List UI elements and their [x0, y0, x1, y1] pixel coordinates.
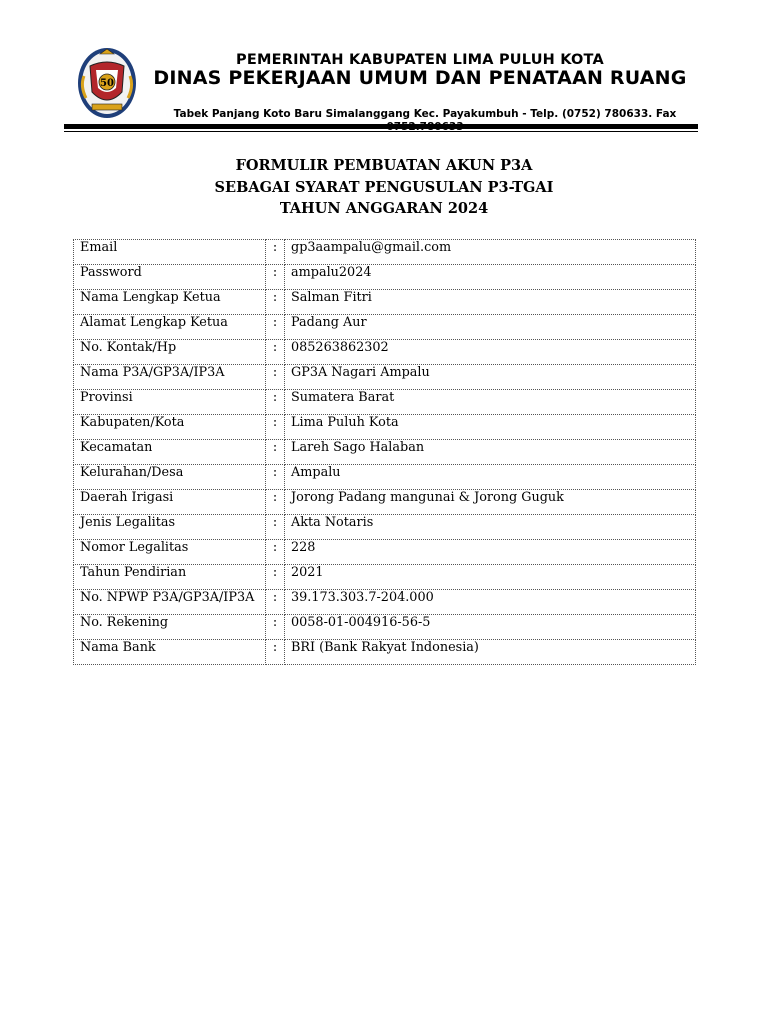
form-field-value: Akta Notaris — [285, 515, 696, 540]
form-field-value: Sumatera Barat — [285, 390, 696, 415]
form-field-separator: : — [266, 490, 285, 515]
form-field-separator: : — [266, 240, 285, 265]
form-table-body — [74, 240, 696, 665]
form-field-value: gp3aampalu@gmail.com — [285, 240, 696, 265]
letterhead-rule-thick — [64, 124, 698, 129]
form-field-separator: : — [266, 365, 285, 390]
form-field-separator: : — [266, 640, 285, 665]
form-field-label: No. Rekening — [74, 615, 266, 640]
form-field-separator: : — [266, 390, 285, 415]
form-field-label: No. NPWP P3A/GP3A/IP3A — [74, 590, 266, 615]
form-field-value: Jorong Padang mangunai & Jorong Guguk — [285, 490, 696, 515]
form-field-separator: : — [266, 415, 285, 440]
form-field-label: Email — [74, 240, 266, 265]
form-field-value: BRI (Bank Rakyat Indonesia) — [285, 640, 696, 665]
form-row — [74, 365, 696, 390]
form-field-value: GP3A Nagari Ampalu — [285, 365, 696, 390]
form-title-line1: FORMULIR PEMBUATAN AKUN P3A — [235, 157, 533, 174]
form-row — [74, 340, 696, 365]
form-row — [74, 265, 696, 290]
form-field-separator: : — [266, 465, 285, 490]
form-field-label: Daerah Irigasi — [74, 490, 266, 515]
form-title-line3: TAHUN ANGGARAN 2024 — [279, 200, 489, 217]
letterhead-address: Tabek Panjang Koto Baru Simalanggang Kec. Payakumbuh - Telp. (0752) 780633. Fax — [173, 108, 677, 120]
form-field-value: Padang Aur — [285, 315, 696, 340]
form-field-separator: : — [266, 540, 285, 565]
form-field-label: No. Kontak/Hp — [74, 340, 266, 365]
form-row — [74, 565, 696, 590]
form-field-label: Kabupaten/Kota — [74, 415, 266, 440]
form-field-label: Tahun Pendirian — [74, 565, 266, 590]
form-field-value: 0058-01-004916-56-5 — [285, 615, 696, 640]
form-field-label: Alamat Lengkap Ketua — [74, 315, 266, 340]
form-row — [74, 640, 696, 665]
form-field-value: Lima Puluh Kota — [285, 415, 696, 440]
form-field-separator: : — [266, 315, 285, 340]
form-field-label: Nama P3A/GP3A/IP3A — [74, 365, 266, 390]
letterhead-agency: DINAS PEKERJAAN UMUM DAN PENATAAN RUANG — [153, 67, 687, 89]
form-field-separator: : — [266, 340, 285, 365]
form-field-value: 39.173.303.7-204.000 — [285, 590, 696, 615]
form-row — [74, 540, 696, 565]
form-field-value: 085263862302 — [285, 340, 696, 365]
form-field-separator: : — [266, 290, 285, 315]
form-row — [74, 440, 696, 465]
form-field-label: Nomor Legalitas — [74, 540, 266, 565]
form-row — [74, 415, 696, 440]
form-field-separator: : — [266, 615, 285, 640]
form-row — [74, 515, 696, 540]
emblem-number: 50 — [100, 78, 114, 89]
form-title — [0, 155, 768, 220]
form-field-label: Kecamatan — [74, 440, 266, 465]
form-field-label: Password — [74, 265, 266, 290]
form-field-separator: : — [266, 440, 285, 465]
form-field-separator: : — [266, 590, 285, 615]
form-field-label: Jenis Legalitas — [74, 515, 266, 540]
form-row — [74, 390, 696, 415]
form-field-separator: : — [266, 265, 285, 290]
form-row — [74, 465, 696, 490]
regency-emblem-logo — [76, 46, 138, 120]
form-field-value: 228 — [285, 540, 696, 565]
form-field-separator: : — [266, 515, 285, 540]
form-row — [74, 590, 696, 615]
form-field-value: Salman Fitri — [285, 290, 696, 315]
form-field-value: 2021 — [285, 565, 696, 590]
form-field-value: Ampalu — [285, 465, 696, 490]
form-field-value: ampalu2024 — [285, 265, 696, 290]
form-field-value: Lareh Sago Halaban — [285, 440, 696, 465]
account-form-table — [73, 239, 696, 665]
form-field-label: Kelurahan/Desa — [74, 465, 266, 490]
form-title-line2: SEBAGAI SYARAT PENGUSULAN P3-TGAI — [214, 178, 554, 196]
form-field-separator: : — [266, 565, 285, 590]
form-row — [74, 490, 696, 515]
form-row — [74, 290, 696, 315]
form-field-label: Nama Bank — [74, 640, 266, 665]
form-row — [74, 615, 696, 640]
form-field-label: Provinsi — [74, 390, 266, 415]
form-row — [74, 315, 696, 340]
letterhead-government: PEMERINTAH KABUPATEN LIMA PULUH KOTA — [236, 52, 604, 68]
letterhead-rule-thin — [64, 131, 698, 132]
form-field-label: Nama Lengkap Ketua — [74, 290, 266, 315]
form-row — [74, 240, 696, 265]
